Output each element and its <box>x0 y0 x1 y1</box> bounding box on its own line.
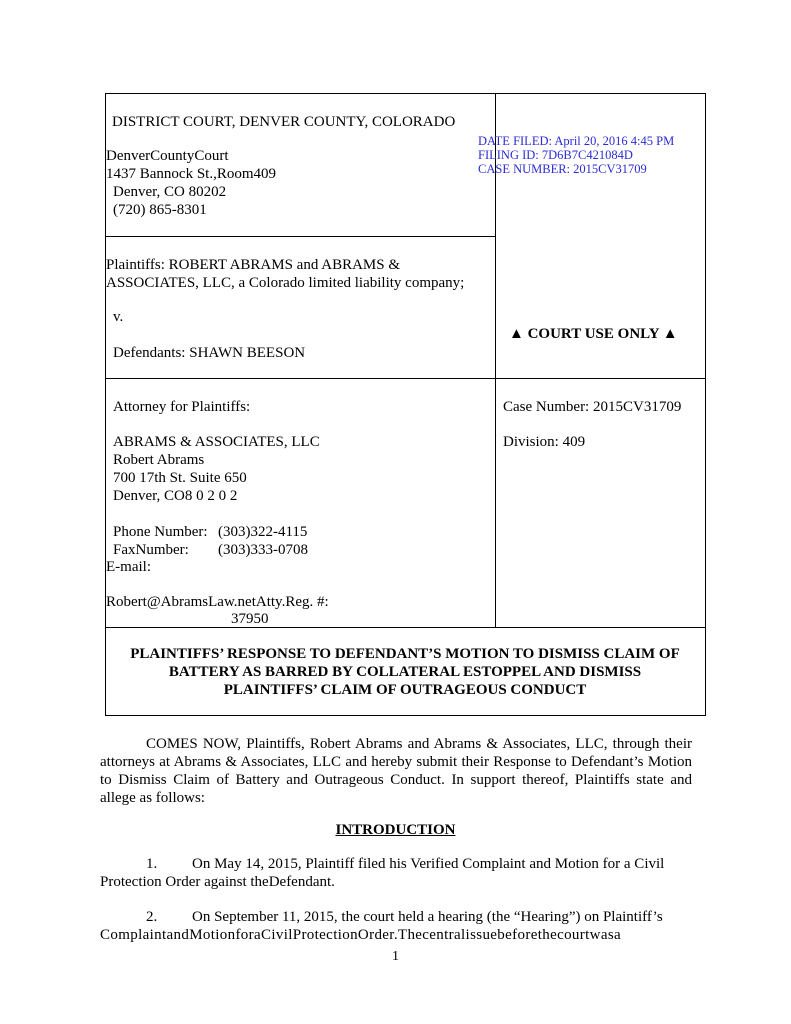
court-short-name: DenverCountyCourt <box>106 148 229 164</box>
court-city: Denver, CO 80202 <box>113 184 227 200</box>
stamp-case-number: CASE NUMBER: 2015CV31709 <box>478 162 647 176</box>
paragraph-2-line-1: On September 11, 2015, the court held a hearing (the “Hearing”) on Plaintiff’s <box>192 909 663 925</box>
stamp-date-filed: DATE FILED: April 20, 2016 4:45 PM <box>478 134 675 148</box>
plaintiffs-line-2: ASSOCIATES, LLC, a Colorado limited liability company; <box>106 275 465 291</box>
section-heading-introduction: INTRODUCTION <box>335 822 456 838</box>
paragraph-1-number: 1. <box>146 856 158 872</box>
fax-label: FaxNumber: <box>113 542 189 558</box>
phone-label: Phone Number: <box>113 524 208 540</box>
caption-divider-title <box>105 627 706 628</box>
fax-value: (303)333-0708 <box>218 542 308 558</box>
title-line-2: BATTERY AS BARRED BY COLLATERAL ESTOPPEL AND DISMISS <box>168 664 642 680</box>
plaintiffs-line-1: Plaintiffs: ROBERT ABRAMS and ABRAMS & <box>106 257 401 273</box>
email-and-reg: Robert@AbramsLaw.netAtty.Reg. #: <box>106 594 329 610</box>
intro-paragraph: COMES NOW, Plaintiffs, Robert Abrams and Abrams & Associates, LLC, through their attorneys at Abrams & Associates, LLC and hereby submit their Response to Defendant’s Motion to Dismiss Claim of Battery and Outrageous Conduct. In support thereof, Plaintiffs state and allege as follows: <box>100 736 692 806</box>
paragraph-2-number: 2. <box>146 909 158 925</box>
versus: v. <box>113 309 124 325</box>
firm-street: 700 17th St. Suite 650 <box>113 470 247 486</box>
attorney-label: Attorney for Plaintiffs: <box>113 399 251 415</box>
stamp-filing-id: FILING ID: 7D6B7C421084D <box>478 148 633 162</box>
firm-city: Denver, CO8 0 2 0 2 <box>113 488 238 504</box>
firm-name: ABRAMS & ASSOCIATES, LLC <box>113 434 320 450</box>
page-number: 1 <box>392 949 399 964</box>
phone-value: (303)322-4115 <box>218 524 308 540</box>
caption-divider-court <box>105 236 496 237</box>
defendants: Defendants: SHAWN BEESON <box>113 345 306 361</box>
title-line-3: PLAINTIFFS’ CLAIM OF OUTRAGEOUS CONDUCT <box>223 682 587 698</box>
court-use-only: ▲ COURT USE ONLY ▲ <box>509 326 678 342</box>
paragraph-1-line-1: On May 14, 2015, Plaintiff filed his Verified Complaint and Motion for a Civil <box>192 856 665 872</box>
reg-number: 37950 <box>231 611 269 627</box>
title-line-1: PLAINTIFFS’ RESPONSE TO DEFENDANT’S MOTION TO DISMISS CLAIM OF <box>130 646 680 662</box>
division: Division: 409 <box>503 434 586 450</box>
paragraph-1-line-2: Protection Order against theDefendant. <box>100 874 335 890</box>
attorney-name: Robert Abrams <box>113 452 205 468</box>
court-street: 1437 Bannock St.,Room409 <box>106 166 277 182</box>
case-number: Case Number: 2015CV31709 <box>503 399 682 415</box>
court-phone: (720) 865-8301 <box>113 202 207 218</box>
paragraph-2-line-2: ComplaintandMotionforaCivilProtectionOrder.Thecentralissuebeforethecourtwasa <box>100 927 622 943</box>
document-title <box>110 645 700 699</box>
email-label: E-mail: <box>106 559 151 575</box>
court-name: DISTRICT COURT, DENVER COUNTY, COLORADO <box>112 114 456 130</box>
caption-divider-parties <box>105 378 706 379</box>
